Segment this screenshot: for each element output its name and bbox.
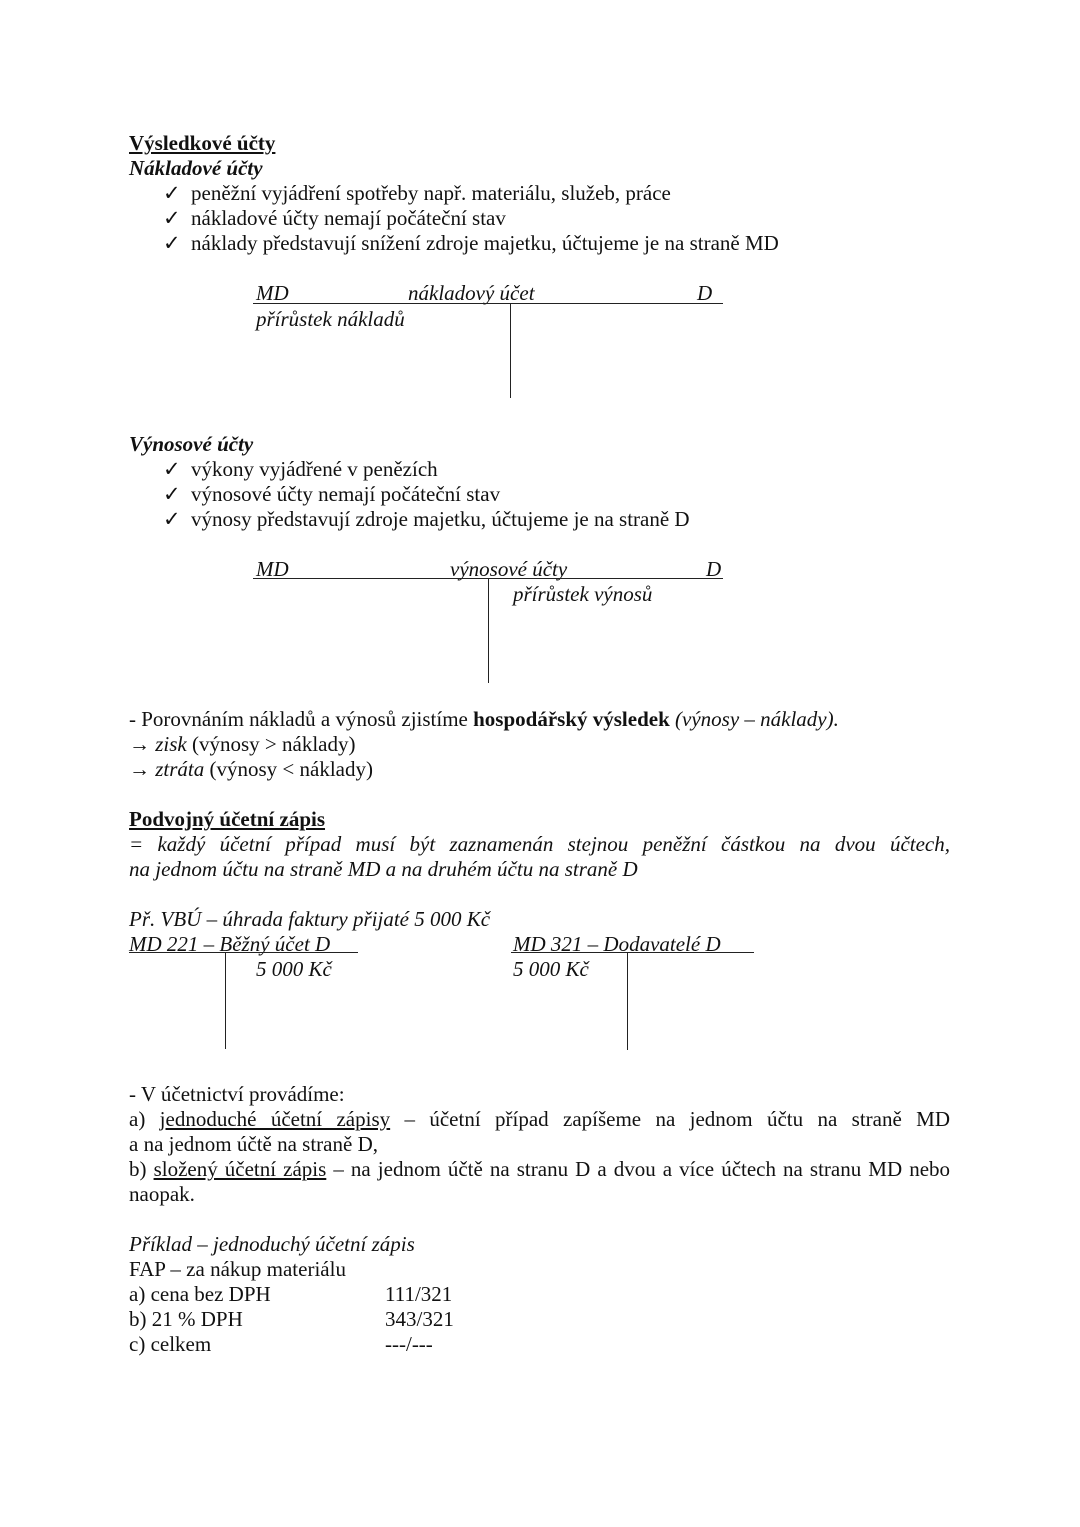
definition-line: na jednom účtu na straně MD a na druhém účtu na straně D bbox=[129, 857, 638, 881]
list-item: ✓ náklady představují snížení zdroje majetku, účtujeme je na straně MD bbox=[163, 231, 779, 255]
t-account-vertical-line bbox=[488, 578, 489, 683]
profit-line: → zisk (výnosy > náklady) bbox=[129, 732, 356, 756]
entry-type-a-cont: a na jednom účtě na straně D, bbox=[129, 1132, 378, 1156]
t-account-entry: přírůstek výnosů bbox=[513, 582, 653, 606]
definition-line: = každý účetní případ musí být zaznamenán stejnou peněžní částkou na dvou účtech, bbox=[129, 832, 950, 856]
t-account-entry: přírůstek nákladů bbox=[256, 307, 405, 331]
t-account-left-label: MD bbox=[256, 281, 289, 305]
t-account-title: výnosové účty bbox=[450, 557, 568, 581]
section-heading-results: Výsledkové účty bbox=[129, 131, 276, 155]
t-account-vertical-line bbox=[627, 952, 628, 1050]
t-account-left-label: MD bbox=[256, 557, 289, 581]
list-item: ✓ výnosy představují zdroje majetku, účtujeme je na straně D bbox=[163, 507, 690, 531]
t-account-vertical-line bbox=[225, 952, 226, 1049]
t-account-horizontal-line bbox=[129, 952, 358, 953]
example-row-label: a) cena bez DPH bbox=[129, 1282, 271, 1306]
check-icon: ✓ bbox=[163, 181, 181, 205]
check-icon: ✓ bbox=[163, 507, 181, 531]
check-icon: ✓ bbox=[163, 457, 181, 481]
t-account-horizontal-line bbox=[511, 952, 754, 953]
t-account-header: MD 221 – Běžný účet D bbox=[129, 932, 331, 956]
t-account-right-label: D bbox=[697, 281, 713, 305]
entries-intro: - V účetnictví provádíme: bbox=[129, 1082, 345, 1106]
example-row-value: 111/321 bbox=[385, 1282, 453, 1306]
list-item: ✓ peněžní vyjádření spotřeby např. materiálu, služeb, práce bbox=[163, 181, 671, 205]
entry-type-b: b) složený účetní zápis – na jednom účtě na stranu D a dvou a více účtech na stranu MD nebo bbox=[129, 1157, 951, 1181]
t-account-entry: 5 000 Kč bbox=[256, 957, 332, 981]
check-icon: ✓ bbox=[163, 482, 181, 506]
list-item: ✓ výkony vyjádřené v penězích bbox=[163, 457, 438, 481]
example-row-value: ---/--- bbox=[385, 1332, 433, 1356]
entry-type-b-cont: naopak. bbox=[129, 1182, 195, 1206]
t-account-vertical-line bbox=[510, 303, 511, 398]
loss-line: → ztráta (výnosy < náklady) bbox=[129, 757, 373, 781]
example-heading: Příklad – jednoduchý účetní zápis bbox=[129, 1232, 415, 1256]
subheading-revenue-accounts: Výnosové účty bbox=[129, 432, 254, 456]
example-row-label: b) 21 % DPH bbox=[129, 1307, 243, 1331]
entry-type-a: a) jednoduché účetní zápisy – účetní případ zapíšeme na jednom účtu na straně MD bbox=[129, 1107, 950, 1131]
example-row-value: 343/321 bbox=[385, 1307, 454, 1331]
comparison-text: - Porovnáním nákladů a výnosů zjistíme hospodářský výsledek (výnosy – náklady). bbox=[129, 707, 839, 731]
example-title: Př. VBÚ – úhrada faktury přijaté 5 000 Kč bbox=[129, 907, 491, 931]
t-account-entry: 5 000 Kč bbox=[513, 957, 589, 981]
subheading-cost-accounts: Nákladové účty bbox=[129, 156, 263, 180]
t-account-title: nákladový účet bbox=[408, 281, 535, 305]
list-item: ✓ výnosové účty nemají počáteční stav bbox=[163, 482, 501, 506]
check-icon: ✓ bbox=[163, 231, 181, 255]
check-icon: ✓ bbox=[163, 206, 181, 230]
example-subtitle: FAP – za nákup materiálu bbox=[129, 1257, 346, 1281]
list-item: ✓ nákladové účty nemají počáteční stav bbox=[163, 206, 506, 230]
arrow-right-icon: → bbox=[129, 757, 150, 781]
example-row-label: c) celkem bbox=[129, 1332, 212, 1356]
t-account-header: MD 321 – Dodavatelé D bbox=[513, 932, 721, 956]
t-account-horizontal-line bbox=[253, 303, 723, 304]
t-account-right-label: D bbox=[706, 557, 722, 581]
arrow-right-icon: → bbox=[129, 732, 150, 756]
section-heading-double-entry: Podvojný účetní zápis bbox=[129, 807, 326, 831]
